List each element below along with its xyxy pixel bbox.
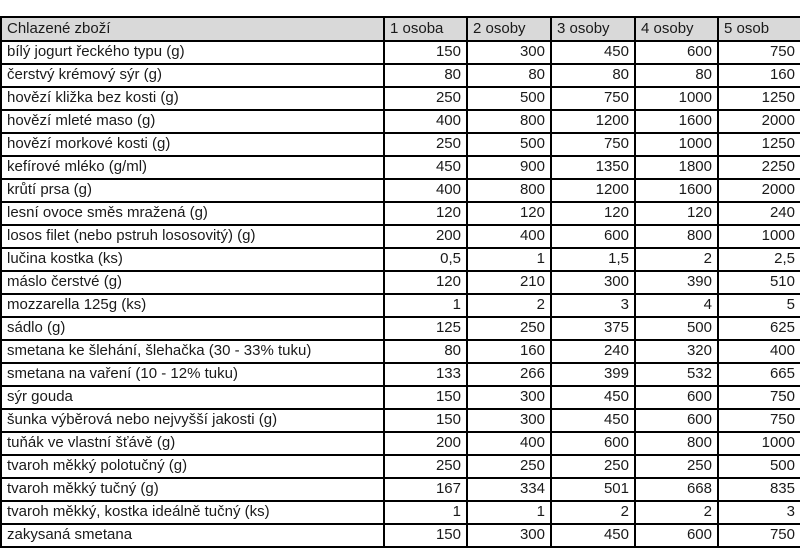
- value-cell: 250: [384, 455, 467, 478]
- table-row: [1, 294, 800, 317]
- value-cell: 2: [551, 501, 635, 524]
- item-cell: smetana ke šlehání, šlehačka (30 - 33% tuku): [1, 340, 384, 363]
- header-row: [1, 17, 800, 41]
- table-row: [1, 455, 800, 478]
- value-cell: 532: [635, 363, 718, 386]
- value-cell: 600: [635, 41, 718, 64]
- value-cell: 200: [384, 432, 467, 455]
- value-cell: 120: [384, 202, 467, 225]
- header-person-3: 3 osoby: [551, 17, 635, 41]
- value-cell: 2000: [718, 179, 800, 202]
- value-cell: 1800: [635, 156, 718, 179]
- value-cell: 300: [467, 41, 551, 64]
- value-cell: 250: [467, 455, 551, 478]
- value-cell: 125: [384, 317, 467, 340]
- value-cell: 334: [467, 478, 551, 501]
- value-cell: 800: [635, 225, 718, 248]
- value-cell: 500: [467, 133, 551, 156]
- value-cell: 800: [467, 110, 551, 133]
- value-cell: 900: [467, 156, 551, 179]
- value-cell: 1600: [635, 179, 718, 202]
- value-cell: 300: [467, 409, 551, 432]
- value-cell: 200: [384, 225, 467, 248]
- value-cell: 250: [467, 317, 551, 340]
- table-row: [1, 432, 800, 455]
- item-cell: mozzarella 125g (ks): [1, 294, 384, 317]
- value-cell: 375: [551, 317, 635, 340]
- value-cell: 399: [551, 363, 635, 386]
- value-cell: 250: [551, 455, 635, 478]
- value-cell: 80: [635, 64, 718, 87]
- value-cell: 250: [384, 87, 467, 110]
- value-cell: 835: [718, 478, 800, 501]
- value-cell: 625: [718, 317, 800, 340]
- value-cell: 450: [384, 156, 467, 179]
- table-row: [1, 271, 800, 294]
- item-cell: máslo čerstvé (g): [1, 271, 384, 294]
- value-cell: 500: [635, 317, 718, 340]
- value-cell: 167: [384, 478, 467, 501]
- value-cell: 2: [635, 501, 718, 524]
- item-cell: lučina kostka (ks): [1, 248, 384, 271]
- table-row: [1, 340, 800, 363]
- item-cell: bílý jogurt řeckého typu (g): [1, 41, 384, 64]
- item-cell: lesní ovoce směs mražená (g): [1, 202, 384, 225]
- item-cell: tvaroh měkký tučný (g): [1, 478, 384, 501]
- item-cell: hovězí mleté maso (g): [1, 110, 384, 133]
- value-cell: 1350: [551, 156, 635, 179]
- value-cell: 80: [384, 340, 467, 363]
- value-cell: 600: [635, 524, 718, 547]
- value-cell: 250: [384, 133, 467, 156]
- table-body: [1, 41, 800, 547]
- value-cell: 750: [718, 524, 800, 547]
- value-cell: 320: [635, 340, 718, 363]
- value-cell: 1200: [551, 179, 635, 202]
- value-cell: 400: [467, 225, 551, 248]
- value-cell: 4: [635, 294, 718, 317]
- value-cell: 600: [551, 432, 635, 455]
- value-cell: 2,5: [718, 248, 800, 271]
- header-person-4: 4 osoby: [635, 17, 718, 41]
- table-row: [1, 524, 800, 547]
- value-cell: 240: [718, 202, 800, 225]
- value-cell: 150: [384, 409, 467, 432]
- table-row: [1, 64, 800, 87]
- value-cell: 2: [635, 248, 718, 271]
- value-cell: 3: [718, 501, 800, 524]
- item-cell: šunka výběrová nebo nejvyšší jakosti (g): [1, 409, 384, 432]
- table-row: [1, 110, 800, 133]
- value-cell: 1000: [718, 432, 800, 455]
- table-row: [1, 202, 800, 225]
- table-row: [1, 478, 800, 501]
- value-cell: 0,5: [384, 248, 467, 271]
- value-cell: 400: [467, 432, 551, 455]
- table-row: [1, 225, 800, 248]
- value-cell: 240: [551, 340, 635, 363]
- table-row: [1, 248, 800, 271]
- value-cell: 750: [718, 386, 800, 409]
- value-cell: 600: [551, 225, 635, 248]
- header-person-1: 1 osoba: [384, 17, 467, 41]
- value-cell: 300: [551, 271, 635, 294]
- value-cell: 1: [384, 294, 467, 317]
- value-cell: 450: [551, 524, 635, 547]
- table-row: [1, 87, 800, 110]
- header-person-2: 2 osoby: [467, 17, 551, 41]
- value-cell: 210: [467, 271, 551, 294]
- item-cell: kefírové mléko (g/ml): [1, 156, 384, 179]
- value-cell: 80: [384, 64, 467, 87]
- value-cell: 750: [718, 41, 800, 64]
- item-cell: sádlo (g): [1, 317, 384, 340]
- value-cell: 150: [384, 524, 467, 547]
- value-cell: 80: [551, 64, 635, 87]
- value-cell: 800: [467, 179, 551, 202]
- table-row: [1, 133, 800, 156]
- item-cell: sýr gouda: [1, 386, 384, 409]
- value-cell: 600: [635, 409, 718, 432]
- header-item-column: Chlazené zboží: [1, 17, 384, 41]
- value-cell: 1000: [635, 87, 718, 110]
- value-cell: 450: [551, 409, 635, 432]
- value-cell: 3: [551, 294, 635, 317]
- value-cell: 500: [718, 455, 800, 478]
- value-cell: 400: [384, 179, 467, 202]
- value-cell: 120: [551, 202, 635, 225]
- header-person-5: 5 osob: [718, 17, 800, 41]
- value-cell: 668: [635, 478, 718, 501]
- item-cell: krůtí prsa (g): [1, 179, 384, 202]
- value-cell: 501: [551, 478, 635, 501]
- item-cell: tuňák ve vlastní šťávě (g): [1, 432, 384, 455]
- value-cell: 750: [551, 133, 635, 156]
- item-cell: čerstvý krémový sýr (g): [1, 64, 384, 87]
- value-cell: 120: [635, 202, 718, 225]
- table-row: [1, 363, 800, 386]
- table-row: [1, 409, 800, 432]
- item-cell: tvaroh měkký, kostka ideálně tučný (ks): [1, 501, 384, 524]
- value-cell: 1250: [718, 87, 800, 110]
- value-cell: 450: [551, 41, 635, 64]
- value-cell: 2250: [718, 156, 800, 179]
- value-cell: 1: [467, 501, 551, 524]
- item-cell: hovězí kližka bez kosti (g): [1, 87, 384, 110]
- value-cell: 500: [467, 87, 551, 110]
- value-cell: 133: [384, 363, 467, 386]
- value-cell: 665: [718, 363, 800, 386]
- value-cell: 1: [384, 501, 467, 524]
- value-cell: 80: [467, 64, 551, 87]
- item-cell: zakysaná smetana: [1, 524, 384, 547]
- value-cell: 150: [384, 386, 467, 409]
- table-row: [1, 41, 800, 64]
- value-cell: 120: [384, 271, 467, 294]
- value-cell: 390: [635, 271, 718, 294]
- value-cell: 300: [467, 386, 551, 409]
- chilled-goods-table: [0, 16, 800, 548]
- item-cell: hovězí morkové kosti (g): [1, 133, 384, 156]
- value-cell: 400: [718, 340, 800, 363]
- value-cell: 600: [635, 386, 718, 409]
- item-cell: tvaroh měkký polotučný (g): [1, 455, 384, 478]
- value-cell: 250: [635, 455, 718, 478]
- value-cell: 2000: [718, 110, 800, 133]
- item-cell: losos filet (nebo pstruh lososovitý) (g): [1, 225, 384, 248]
- table-row: [1, 179, 800, 202]
- value-cell: 1,5: [551, 248, 635, 271]
- value-cell: 1: [467, 248, 551, 271]
- value-cell: 5: [718, 294, 800, 317]
- table-row: [1, 156, 800, 179]
- item-cell: smetana na vaření (10 - 12% tuku): [1, 363, 384, 386]
- value-cell: 1250: [718, 133, 800, 156]
- value-cell: 1200: [551, 110, 635, 133]
- value-cell: 300: [467, 524, 551, 547]
- value-cell: 1000: [718, 225, 800, 248]
- value-cell: 160: [467, 340, 551, 363]
- value-cell: 2: [467, 294, 551, 317]
- value-cell: 1600: [635, 110, 718, 133]
- value-cell: 750: [718, 409, 800, 432]
- table-row: [1, 317, 800, 340]
- value-cell: 120: [467, 202, 551, 225]
- value-cell: 160: [718, 64, 800, 87]
- value-cell: 800: [635, 432, 718, 455]
- value-cell: 1000: [635, 133, 718, 156]
- value-cell: 150: [384, 41, 467, 64]
- value-cell: 750: [551, 87, 635, 110]
- value-cell: 450: [551, 386, 635, 409]
- value-cell: 510: [718, 271, 800, 294]
- value-cell: 266: [467, 363, 551, 386]
- table-row: [1, 386, 800, 409]
- table-row: [1, 501, 800, 524]
- value-cell: 400: [384, 110, 467, 133]
